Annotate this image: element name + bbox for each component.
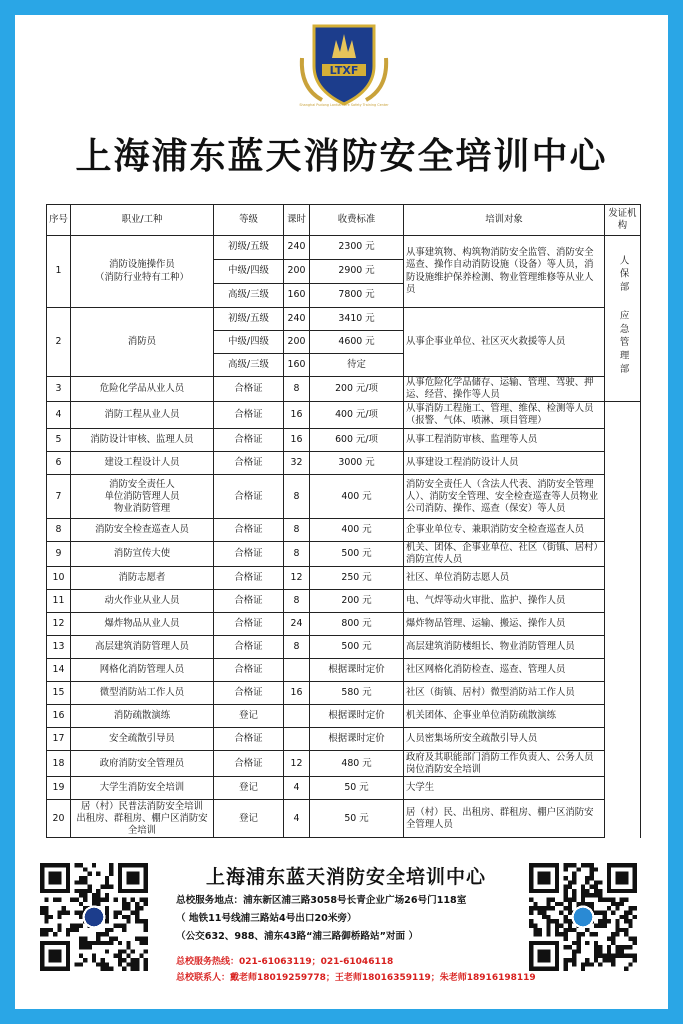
header-job: 职业/工种: [71, 205, 214, 236]
row-level: 合格证: [214, 728, 284, 751]
row-job: 消防设计审核、监理人员: [71, 429, 214, 452]
row-fee: 50 元: [310, 800, 404, 838]
row-fee: 580 元: [310, 682, 404, 705]
row-seq: 4: [47, 402, 71, 429]
row-level: 登记: [214, 800, 284, 838]
row-level: 合格证: [214, 613, 284, 636]
row-job: 消防安全检查巡查人员: [71, 519, 214, 542]
row-seq: 10: [47, 567, 71, 590]
row-seq: 9: [47, 542, 71, 567]
row-level: 登记: [214, 777, 284, 800]
row-seq: 12: [47, 613, 71, 636]
row-job: 大学生消防安全培训: [71, 777, 214, 800]
row-target: 人员密集场所安全疏散引导人员: [404, 728, 605, 751]
row-hours: 8: [284, 542, 310, 567]
row-hours: 8: [284, 377, 310, 402]
cert-agency-label: 人保部 应急管理部: [617, 255, 629, 378]
row-hours: 200: [284, 260, 310, 284]
row-job: 消防员: [71, 308, 214, 377]
row-job: 爆炸物品从业人员: [71, 613, 214, 636]
row-seq: 13: [47, 636, 71, 659]
table-row: [47, 519, 641, 542]
row-job: 消防工程从业人员: [71, 402, 214, 429]
row-fee: 3410 元: [310, 308, 404, 331]
table-row: [47, 590, 641, 613]
header-cert: 发证机构: [605, 205, 641, 236]
row-fee: 250 元: [310, 567, 404, 590]
row-hours: 240: [284, 236, 310, 260]
row-seq: 1: [47, 236, 71, 308]
footer-metro: （ 地铁11号线浦三路站4号出口20米旁）: [176, 913, 357, 924]
row-hours: 200: [284, 331, 310, 354]
table-row: [47, 236, 641, 260]
row-job: 高层建筑消防管理人员: [71, 636, 214, 659]
row-target: 从事消防工程施工、管理、维保、检测等人员（报警、气体、喷淋、项目管理）: [404, 402, 605, 429]
row-fee: 4600 元: [310, 331, 404, 354]
logo-text: LTXF: [329, 64, 359, 77]
row-fee: 200 元: [310, 590, 404, 613]
row-job: 居（村）民普法消防安全培训 出租房、群租房、棚户区消防安全培训: [71, 800, 214, 838]
row-hours: 16: [284, 429, 310, 452]
row-seq: 8: [47, 519, 71, 542]
row-fee: 根据课时定价: [310, 705, 404, 728]
footer-hotline: 总校服务热线：021-61063119；021-61046118: [176, 957, 394, 967]
cert-agency: [605, 236, 641, 402]
table-row: [47, 402, 641, 429]
row-job: 动火作业从业人员: [71, 590, 214, 613]
row-fee: 600 元/项: [310, 429, 404, 452]
row-seq: 3: [47, 377, 71, 402]
row-hours: 24: [284, 613, 310, 636]
row-level: 高级/三级: [214, 354, 284, 377]
row-seq: 16: [47, 705, 71, 728]
row-level: 初级/五级: [214, 236, 284, 260]
row-target: 机关、团体、企事业单位、社区（街镇、居村）消防宣传人员: [404, 542, 605, 567]
row-target: 社区（街镇、居村）微型消防站工作人员: [404, 682, 605, 705]
row-level: 合格证: [214, 377, 284, 402]
row-level: 初级/五级: [214, 308, 284, 331]
table-row: [47, 377, 641, 402]
row-job: 危险化学品从业人员: [71, 377, 214, 402]
footer-bus: （公交632、988、浦东43路“浦三路御桥路站”对面 ）: [176, 931, 419, 942]
row-hours: 160: [284, 284, 310, 308]
row-job: 消防设施操作员 （消防行业特有工种）: [71, 236, 214, 308]
row-level: 合格证: [214, 567, 284, 590]
row-target: 电、气焊等动火审批、监护、操作人员: [404, 590, 605, 613]
row-fee: 400 元: [310, 519, 404, 542]
row-target: 从事建筑物、构筑物消防安全监管、消防安全巡查、操作自动消防设施（设备）等人员，消防设施维护保养检测、物业管理维修等从业人员: [404, 236, 605, 308]
row-seq: 15: [47, 682, 71, 705]
row-seq: 5: [47, 429, 71, 452]
logo-subtext: Shanghai Pudong Lantian Fire Safety Training Center: [299, 103, 389, 107]
header-fee: 收费标准: [310, 205, 404, 236]
row-level: 中级/四级: [214, 331, 284, 354]
row-target: 从事建设工程消防设计人员: [404, 452, 605, 475]
table-row: [47, 777, 641, 800]
header-level: 等级: [214, 205, 284, 236]
table-row: [47, 429, 641, 452]
row-fee: 480 元: [310, 751, 404, 777]
row-target: 社区网格化消防检查、巡查、管理人员: [404, 659, 605, 682]
footer-address: 总校服务地点：浦东新区浦三路3058号长青企业广场26号门118室: [176, 895, 467, 906]
row-fee: 500 元: [310, 542, 404, 567]
row-job: 网格化消防管理人员: [71, 659, 214, 682]
row-job: 消防安全责任人 单位消防管理人员 物业消防管理: [71, 475, 214, 519]
row-target: 高层建筑消防楼组长、物业消防管理人员: [404, 636, 605, 659]
footer-title: 上海浦东蓝天消防安全培训中心: [205, 866, 486, 888]
course-table: [46, 204, 641, 838]
row-fee: 50 元: [310, 777, 404, 800]
row-level: 合格证: [214, 402, 284, 429]
table-header-row: [47, 205, 641, 236]
row-job: 消防志愿者: [71, 567, 214, 590]
row-hours: [284, 728, 310, 751]
row-hours: 12: [284, 751, 310, 777]
footer-contacts: 总校联系人：戴老师18019259778；王老师18016359119；朱老师18916198119: [176, 973, 536, 983]
row-level: 高级/三级: [214, 284, 284, 308]
row-target: 企事业单位专、兼职消防安全检查巡查人员: [404, 519, 605, 542]
row-seq: 2: [47, 308, 71, 377]
row-hours: 4: [284, 800, 310, 838]
row-hours: 16: [284, 682, 310, 705]
row-hours: 12: [284, 567, 310, 590]
row-fee: 2300 元: [310, 236, 404, 260]
table-row: [47, 636, 641, 659]
header-hours: 课时: [284, 205, 310, 236]
row-hours: [284, 705, 310, 728]
table-row: [47, 800, 641, 838]
row-fee: 待定: [310, 354, 404, 377]
row-target: 机关团体、企事业单位消防疏散演练: [404, 705, 605, 728]
row-target: 从事工程消防审核、监理等人员: [404, 429, 605, 452]
row-fee: 3000 元: [310, 452, 404, 475]
qr-code-left: [40, 862, 148, 972]
row-target: 从事危险化学品储存、运输、管理、驾驶、押运、经营、操作等人员: [404, 377, 605, 402]
row-seq: 17: [47, 728, 71, 751]
table-row: [47, 475, 641, 519]
row-target: 居（村）民、出租房、群租房、棚户区消防安全管理人员: [404, 800, 605, 838]
row-hours: 8: [284, 590, 310, 613]
row-fee: 200 元/项: [310, 377, 404, 402]
row-hours: 8: [284, 519, 310, 542]
qr-code-right: [529, 862, 637, 972]
row-level: 合格证: [214, 429, 284, 452]
row-job: 消防宣传大使: [71, 542, 214, 567]
row-fee: 500 元: [310, 636, 404, 659]
row-seq: 19: [47, 777, 71, 800]
row-target: 政府及其职能部门消防工作负责人、公务人员岗位消防安全培训: [404, 751, 605, 777]
row-seq: 11: [47, 590, 71, 613]
row-job: 消防疏散演练: [71, 705, 214, 728]
row-level: 合格证: [214, 542, 284, 567]
table-row: [47, 705, 641, 728]
row-fee: 根据课时定价: [310, 659, 404, 682]
row-seq: 14: [47, 659, 71, 682]
row-seq: 20: [47, 800, 71, 838]
table-row: [47, 682, 641, 705]
row-level: 合格证: [214, 682, 284, 705]
row-hours: 4: [284, 777, 310, 800]
row-fee: 2900 元: [310, 260, 404, 284]
row-level: 合格证: [214, 751, 284, 777]
table-row: [47, 613, 641, 636]
row-target: 爆炸物品管理、运输、搬运、操作人员: [404, 613, 605, 636]
row-fee: 800 元: [310, 613, 404, 636]
row-target: 大学生: [404, 777, 605, 800]
row-hours: 160: [284, 354, 310, 377]
row-target: 从事企事业单位、社区灭火救援等人员: [404, 308, 605, 377]
page-title: 上海浦东蓝天消防安全培训中心: [75, 136, 608, 177]
table-row: [47, 728, 641, 751]
row-hours: [284, 659, 310, 682]
row-level: 登记: [214, 705, 284, 728]
row-fee: 400 元: [310, 475, 404, 519]
row-fee: 7800 元: [310, 284, 404, 308]
row-seq: 7: [47, 475, 71, 519]
table-row: [47, 567, 641, 590]
row-fee: 根据课时定价: [310, 728, 404, 751]
row-level: 合格证: [214, 519, 284, 542]
row-level: 合格证: [214, 636, 284, 659]
row-level: 合格证: [214, 659, 284, 682]
row-fee: 400 元/项: [310, 402, 404, 429]
row-target: 消防安全责任人（含法人代表、消防安全管理人）、消防安全管理、安全检查巡查等人员物业公司消防、操作、巡查（保安）等人员: [404, 475, 605, 519]
row-level: 合格证: [214, 475, 284, 519]
header-target: 培训对象: [404, 205, 605, 236]
row-job: 安全疏散引导员: [71, 728, 214, 751]
row-target: 社区、单位消防志愿人员: [404, 567, 605, 590]
table-row: [47, 751, 641, 777]
row-job: 政府消防安全管理员: [71, 751, 214, 777]
ltxf-logo: [292, 18, 396, 110]
row-job: 微型消防站工作人员: [71, 682, 214, 705]
table-row: [47, 308, 641, 331]
row-seq: 6: [47, 452, 71, 475]
row-hours: 240: [284, 308, 310, 331]
row-hours: 8: [284, 475, 310, 519]
table-row: [47, 542, 641, 567]
row-hours: 16: [284, 402, 310, 429]
row-hours: 8: [284, 636, 310, 659]
header-seq: 序号: [47, 205, 71, 236]
row-level: 中级/四级: [214, 260, 284, 284]
row-seq: 18: [47, 751, 71, 777]
table-row: [47, 659, 641, 682]
table-row: [47, 452, 641, 475]
row-job: 建设工程设计人员: [71, 452, 214, 475]
row-level: 合格证: [214, 590, 284, 613]
row-hours: 32: [284, 452, 310, 475]
row-level: 合格证: [214, 452, 284, 475]
